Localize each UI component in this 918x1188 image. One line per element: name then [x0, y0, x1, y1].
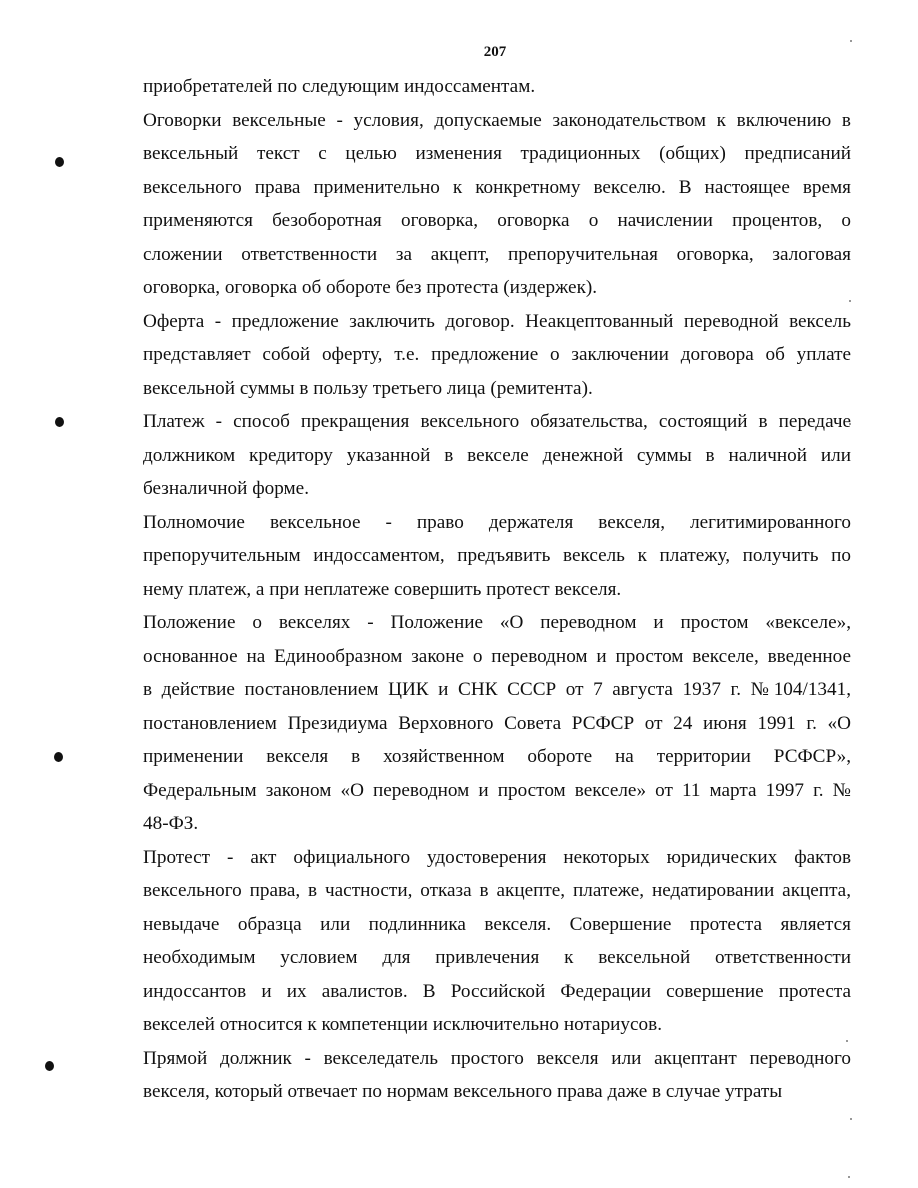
paragraph: [143, 506, 851, 607]
paragraph: [143, 1042, 851, 1109]
text-line: вексельного права, в частности, отказа в акцепте, платеже, недатировании акцепта,: [143, 880, 851, 901]
text-line: вексельного права применительно к конкретному векселю. В настоящее время: [143, 176, 851, 198]
scan-speck: [850, 1118, 852, 1120]
text-line: векселей относится к компетенции исключительно нотариусов.: [143, 1014, 662, 1035]
text-line: необходимым условием для привлечения к вексельной ответственности: [143, 947, 851, 968]
paragraph: [143, 405, 851, 506]
margin-bullet-4: [45, 1061, 54, 1071]
text-line: безналичной форме.: [143, 478, 309, 499]
text-line: Оферта - предложение заключить договор. Неакцептованный переводной вексель: [143, 310, 851, 332]
paragraph: [143, 841, 851, 1042]
text-line: Федеральным законом «О переводном и простом векселе» от 11 марта 1997 г. №: [143, 779, 851, 801]
text-line: применении векселя в хозяйственном обороте на территории РСФСР»,: [143, 746, 851, 767]
text-line: Положение о векселях - Положение «О переводном и простом «векселе»,: [143, 612, 851, 633]
margin-bullet-3: [54, 752, 63, 762]
text-line: сложении ответственности за акцепт, препоручительная оговорка, залоговая: [143, 243, 851, 265]
scan-speck: [850, 40, 852, 42]
paragraph: [143, 104, 851, 305]
text-line: вексельный текст с целью изменения традиционных (общих) предписаний: [143, 143, 851, 164]
text-line: препоручительным индоссаментом, предъявить вексель к платежу, получить по: [143, 545, 851, 566]
text-line: вексельной суммы в пользу третьего лица (ремитента).: [143, 377, 593, 399]
text-line: представляет собой оферту, т.е. предложение о заключении договора об уплате: [143, 344, 851, 365]
text-line: Протест - акт официального удостоверения некоторых юридических фактов: [143, 846, 851, 868]
text-line: Платеж - способ прекращения вексельного обязательства, состоящий в передаче: [143, 411, 851, 432]
text-line: постановлением Президиума Верховного Совета РСФСР от 24 июня 1991 г. «О: [143, 712, 851, 734]
text-line: индоссантов и их авалистов. В Российской Федерации совершение протеста: [143, 980, 851, 1002]
text-line: векселя, который отвечает по нормам вексельного права даже в случае утраты: [143, 1081, 783, 1102]
text-line: должником кредитору указанной в векселе денежной суммы в наличной или: [143, 444, 851, 466]
margin-bullet-1: [55, 157, 64, 167]
margin-bullet-2: [55, 417, 64, 427]
text-line: нему платеж, а при неплатеже совершить протест векселя.: [143, 578, 622, 600]
text-line: применяются безоборотная оговорка, оговорка о начислении процентов, о: [143, 210, 851, 231]
page-number: 207: [483, 44, 507, 60]
text-line: Полномочие вексельное - право держателя векселя, легитимированного: [143, 511, 851, 533]
text-line: Прямой должник - векселедатель простого векселя или акцептант переводного: [143, 1047, 851, 1069]
text-line: 48-ФЗ.: [143, 813, 199, 834]
text-line: основанное на Единообразном законе о переводном и простом векселе, введенное: [143, 645, 851, 667]
text-line: оговорка, оговорка об обороте без протеста (издержек).: [143, 277, 598, 298]
paragraph: [143, 606, 851, 841]
paragraph: [143, 70, 851, 104]
scan-speck: [848, 1176, 850, 1178]
paragraph: [143, 305, 851, 406]
text-line: невыдаче образца или подлинника векселя. Совершение протеста является: [143, 913, 851, 935]
text-line: приобретателей по следующим индоссаментам.: [143, 76, 536, 97]
document-body: [143, 70, 851, 1109]
text-line: Оговорки вексельные - условия, допускаемые законодательством к включению в: [143, 109, 851, 131]
text-line: в действие постановлением ЦИК и СНК СССР от 7 августа 1937 г. №104/1341,: [143, 679, 851, 700]
